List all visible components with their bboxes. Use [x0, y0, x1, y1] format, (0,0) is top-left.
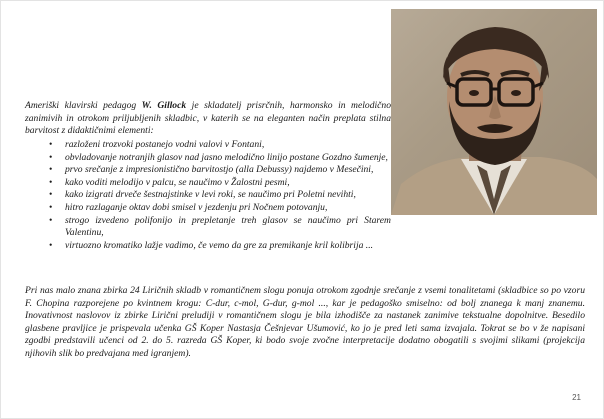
list-item: • kako voditi melodijo v palcu, se naučimo v Žalostni pesmi, — [25, 177, 391, 190]
list-item: • virtuozno kromatiko lažje vadimo, če vemo da gre za premikanje kril kolibrija ... — [25, 240, 391, 253]
list-item: • obvladovanje notranjih glasov nad jasno melodično linijo postane Gozdno šumenje, — [25, 152, 391, 165]
intro-text — [25, 100, 391, 138]
list-item: • prvo srečanje z impresionistično barvitostjo (alla Debussy) najdemo v Mesečini, — [25, 164, 391, 177]
list-item: • strogo izvedeno polifonijo in prepletanje treh glasov se naučimo pri Starem Valentinu, — [25, 215, 391, 240]
list-item: • hitro razlaganje oktav dobi smisel v jezdenju pri Nočnem potovanju, — [25, 202, 391, 215]
composer-name: W. Gillock — [141, 100, 187, 111]
portrait-photo — [391, 9, 597, 215]
bullet-list — [25, 139, 391, 252]
page-number: 21 — [572, 393, 581, 402]
intro-rest: je skladatelj prisrčnih, harmonsko in melodično zanimivih in otrokom priljubljenih skladbic, v katerih se na eleganten način preplata stilna barvitost z didaktičnimi elementi: — [25, 100, 392, 137]
portrait-illustration — [391, 9, 597, 215]
intro-lead: Ameriški klavirski pedagog — [25, 100, 142, 111]
body-paragraph: Pri nas malo znana zbirka 24 Liričnih skladb v romantičnem slogu ponuja otrokom zgodnje srečanje z vsemi tonalitetami (skladbice so po vzoru F. Chopina razporejene po kvintnem krogu: C-dur, c-mol, G-dur, g-mol ..., kar je pedagoško smiselno: od bolj znanega k manj znanemu. Inovativnost naslovov iz zbirke Lirični preludiji v romantičnem slogu je bila izhodišče za nastanek zanimive tekstualne dopolnitve. Besedilo glasbene pravljice je prispevala učenka GŠ Koper Nastasja Češnjevar Ušumović, ko jo je pred leti sama izvajala. Tokrat se bo v že napisani zgodbi predstavili učenci od 2. do 5. razreda GŠ Koper, ki bodo svoje zvočne interpretacije dodatno obogatili s svojimi slikami (projekcija njihovih slik bo predvajana med igranjem). — [25, 285, 585, 359]
list-item: • kako izigrati drveče šestnajstinke v levi roki, se naučimo pri Poletni nevihti, — [25, 189, 391, 202]
list-item: • razloženi trozvoki postanejo vodni valovi v Fontani, — [25, 139, 391, 152]
